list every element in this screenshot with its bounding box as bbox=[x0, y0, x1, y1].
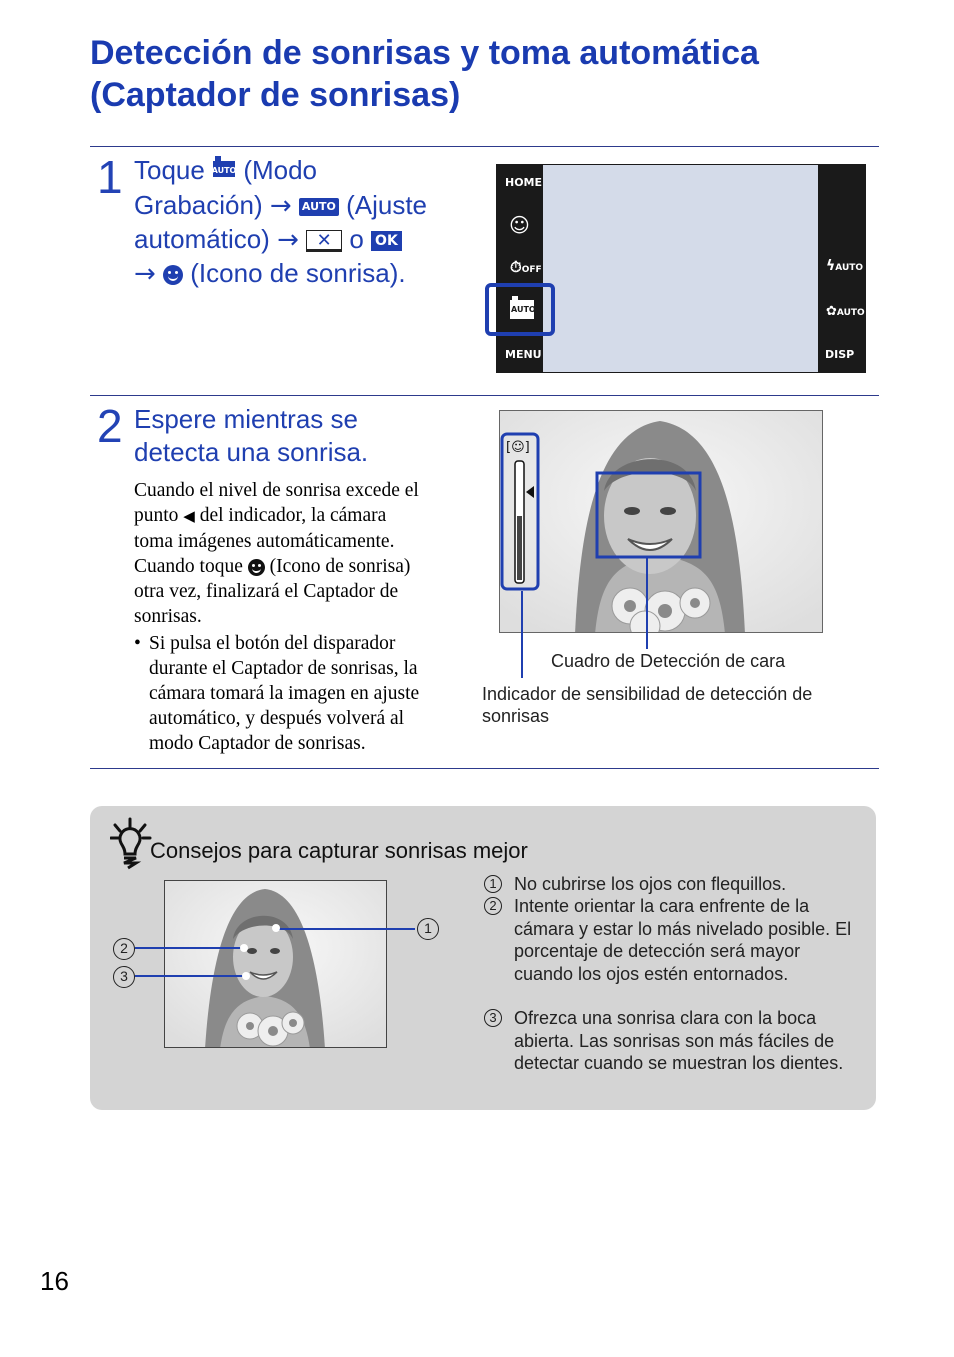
tip-1-point bbox=[272, 924, 280, 932]
callout-2: 2 bbox=[113, 938, 135, 960]
step-1-instructions bbox=[134, 154, 484, 291]
woman-portrait-illustration bbox=[500, 411, 823, 633]
tip-3-leader-line bbox=[135, 975, 247, 977]
flash-auto-button[interactable]: ϟAUTO bbox=[826, 258, 864, 274]
smile-icon bbox=[248, 559, 265, 576]
tip-1-leader-line bbox=[275, 928, 415, 930]
face-detection-photo bbox=[499, 410, 823, 633]
indicator-leader-line bbox=[521, 591, 523, 678]
step-2-note: • Si pulsa el botón del disparador durante el Captador de sonrisas, la cámara tomará la imagen en ajuste automático, y después volverá al modo Captador de sonrisas. bbox=[134, 633, 420, 754]
smile-shutter-icon[interactable]: ☺ bbox=[509, 213, 530, 237]
macro-auto-button[interactable]: ✿AUTO bbox=[826, 304, 865, 319]
page-number: 16 bbox=[40, 1266, 69, 1296]
section-divider bbox=[90, 146, 879, 147]
page-title-line2: (Captador de sonrisas) bbox=[90, 76, 461, 114]
woman-portrait-illustration bbox=[165, 881, 387, 1048]
tip-2-point bbox=[240, 944, 248, 952]
smile-icon bbox=[163, 265, 183, 285]
tip-3-point bbox=[242, 972, 250, 980]
lightbulb-hint-icon bbox=[110, 816, 152, 875]
sensitivity-caption: Indicador de sensibilidad de detección de sonrisas bbox=[482, 684, 813, 726]
self-timer-icon: ⏱ bbox=[510, 258, 522, 276]
disp-button[interactable]: DISP bbox=[825, 348, 855, 361]
section-divider bbox=[90, 395, 879, 396]
step-1-line1: Toque AUTO (Modo bbox=[134, 155, 318, 185]
svg-text:AUTO: AUTO bbox=[212, 165, 237, 175]
camera-mode-icon bbox=[212, 154, 236, 187]
tip-2-leader-line bbox=[135, 947, 245, 949]
step-1-line4: → (Icono de sonrisa). bbox=[134, 257, 406, 289]
smile-indicator-icon: [☺] bbox=[506, 440, 530, 455]
face-frame-caption: Cuadro de Detección de cara bbox=[551, 651, 786, 671]
tip-number-1: 1 bbox=[484, 875, 502, 893]
auto-adjust-icon: AUTO bbox=[299, 198, 339, 216]
ok-icon: OK bbox=[371, 231, 402, 251]
page-title bbox=[90, 32, 890, 116]
tip-number-2: 2 bbox=[484, 897, 502, 915]
tip-number-3: 3 bbox=[484, 1009, 502, 1027]
step-2-number: 2 bbox=[97, 400, 123, 452]
tip-item-2: 2 Intente orientar la cara enfrente de la cámara y estar lo más nivelado posible. El porcentaje de detección será mayor cuando los ojos estén entornados. bbox=[484, 895, 856, 985]
rec-mode-button[interactable]: AUTO bbox=[509, 294, 535, 323]
home-button[interactable]: HOME bbox=[505, 176, 543, 189]
tips-portrait-photo bbox=[164, 880, 387, 1048]
step-1-line2: Grabación) → AUTO (Ajuste bbox=[134, 189, 428, 221]
tip-item-1: 1 No cubrirse los ojos con flequillos. bbox=[484, 873, 856, 896]
step-1-line3: automático) → ✕ o OK bbox=[134, 223, 484, 257]
step-2-heading: Espere mientras se detecta una sonrisa. bbox=[134, 404, 369, 467]
rec-mode-highlight bbox=[485, 283, 555, 336]
self-timer-off-button[interactable]: ⏱OFF bbox=[510, 258, 542, 276]
step-1-number: 1 bbox=[97, 151, 123, 203]
tip-item-3: 3 Ofrezca una sonrisa clara con la boca abierta. Las sonrisas son más fáciles de detectar cuando se muestran los dientes. bbox=[484, 1007, 856, 1075]
arrow-right-icon: → bbox=[277, 224, 299, 255]
close-x-icon: ✕ bbox=[306, 230, 342, 252]
triangle-marker-icon: ◀ bbox=[183, 507, 195, 525]
flash-icon: ϟ bbox=[826, 258, 836, 274]
callout-3: 3 bbox=[113, 966, 135, 988]
step-2-description: Cuando el nivel de sonrisa excede el punto ◀ del indicador, la cámara toma imágenes automáticamente. Cuando toque (Icono de sonrisa) otra vez, finalizará el Captador de sonrisas. • Si pulsa el botón del disparador durante el Captador de sonrisas, la cámara tomará la imagen en ajuste automático, y después volverá al modo Captador de sonrisas. bbox=[134, 478, 474, 756]
camera-screen-illustration bbox=[496, 164, 866, 373]
bullet: • bbox=[134, 633, 141, 654]
arrow-right-icon: → bbox=[134, 258, 156, 289]
face-frame-leader-line bbox=[646, 556, 648, 649]
page-title-line1: Detección de sonrisas y toma automática bbox=[90, 34, 759, 72]
macro-flower-icon: ✿ bbox=[826, 304, 837, 319]
camera-preview-area bbox=[543, 165, 818, 372]
arrow-right-icon: → bbox=[269, 190, 292, 221]
tips-heading: Consejos para capturar sonrisas mejor bbox=[150, 838, 528, 863]
section-divider bbox=[90, 768, 879, 769]
menu-button[interactable]: MENU bbox=[505, 348, 542, 361]
callout-1: 1 bbox=[417, 918, 439, 940]
